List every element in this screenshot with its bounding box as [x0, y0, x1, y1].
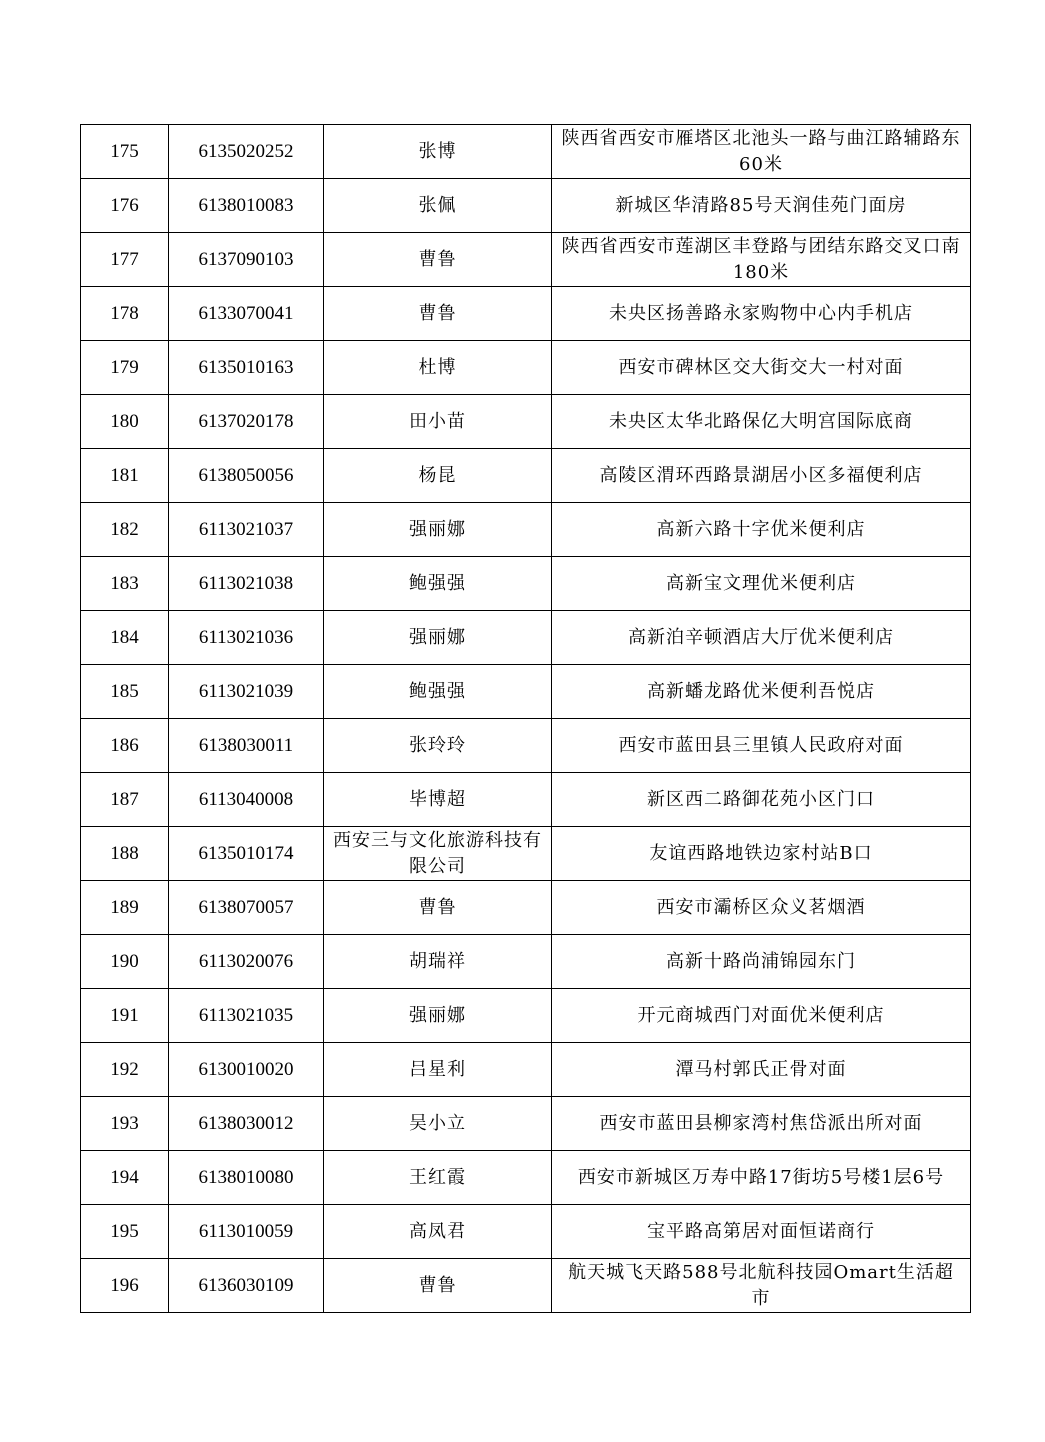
table-row: [81, 557, 971, 611]
table-row: [81, 611, 971, 665]
outlet-code: 6113021035: [169, 989, 324, 1043]
outlet-address: 高新十路尚浦锦园东门: [552, 935, 971, 989]
outlet-code: 6113021038: [169, 557, 324, 611]
outlet-code: 6113021036: [169, 611, 324, 665]
outlet-code: 6113010059: [169, 1205, 324, 1259]
outlet-address: 新城区华清路85号天润佳苑门面房: [552, 179, 971, 233]
owner-name: 西安三与文化旅游科技有限公司: [324, 827, 552, 881]
outlet-code: 6133070041: [169, 287, 324, 341]
row-number: 175: [81, 125, 169, 179]
row-number: 179: [81, 341, 169, 395]
outlet-code: 6113021039: [169, 665, 324, 719]
outlet-address: 陕西省西安市雁塔区北池头一路与曲江路辅路东60米: [552, 125, 971, 179]
outlet-code: 6135010174: [169, 827, 324, 881]
owner-name: 毕博超: [324, 773, 552, 827]
owner-name: 曹鲁: [324, 287, 552, 341]
table-body: [81, 125, 971, 1313]
owner-name: 吕星利: [324, 1043, 552, 1097]
table-row: [81, 341, 971, 395]
outlet-code: 6137020178: [169, 395, 324, 449]
outlet-address: 西安市蓝田县柳家湾村焦岱派出所对面: [552, 1097, 971, 1151]
table-row: [81, 935, 971, 989]
outlet-address: 高新蟠龙路优米便利吾悦店: [552, 665, 971, 719]
outlet-address: 未央区太华北路保亿大明宫国际底商: [552, 395, 971, 449]
outlet-code: 6113021037: [169, 503, 324, 557]
outlet-code: 6135010163: [169, 341, 324, 395]
outlet-code: 6113040008: [169, 773, 324, 827]
outlet-address: 未央区扬善路永家购物中心内手机店: [552, 287, 971, 341]
outlet-code: 6135020252: [169, 125, 324, 179]
table-row: [81, 449, 971, 503]
outlet-code: 6138010080: [169, 1151, 324, 1205]
outlet-address: 西安市新城区万寿中路17街坊5号楼1层6号: [552, 1151, 971, 1205]
table-row: [81, 503, 971, 557]
owner-name: 胡瑞祥: [324, 935, 552, 989]
outlet-code: 6138030012: [169, 1097, 324, 1151]
outlet-address: 陕西省西安市莲湖区丰登路与团结东路交叉口南180米: [552, 233, 971, 287]
owner-name: 张博: [324, 125, 552, 179]
outlet-code: 6138030011: [169, 719, 324, 773]
row-number: 187: [81, 773, 169, 827]
owner-name: 强丽娜: [324, 611, 552, 665]
outlet-address: 西安市灞桥区众义茗烟酒: [552, 881, 971, 935]
row-number: 177: [81, 233, 169, 287]
table-row: [81, 125, 971, 179]
owner-name: 吴小立: [324, 1097, 552, 1151]
table-row: [81, 881, 971, 935]
row-number: 186: [81, 719, 169, 773]
table-row: [81, 395, 971, 449]
outlet-code: 6138010083: [169, 179, 324, 233]
outlet-address: 高新泊辛顿酒店大厅优米便利店: [552, 611, 971, 665]
table-row: [81, 827, 971, 881]
outlet-address: 友谊西路地铁边家村站B口: [552, 827, 971, 881]
outlet-address: 西安市蓝田县三里镇人民政府对面: [552, 719, 971, 773]
owner-name: 强丽娜: [324, 503, 552, 557]
owner-name: 张佩: [324, 179, 552, 233]
row-number: 194: [81, 1151, 169, 1205]
owner-name: 鲍强强: [324, 557, 552, 611]
outlet-code: 6138050056: [169, 449, 324, 503]
row-number: 178: [81, 287, 169, 341]
owner-name: 杨昆: [324, 449, 552, 503]
outlet-code: 6113020076: [169, 935, 324, 989]
row-number: 191: [81, 989, 169, 1043]
table-row: [81, 989, 971, 1043]
owner-name: 曹鲁: [324, 233, 552, 287]
row-number: 193: [81, 1097, 169, 1151]
outlet-code: 6136030109: [169, 1259, 324, 1313]
outlet-code: 6137090103: [169, 233, 324, 287]
owner-name: 王红霞: [324, 1151, 552, 1205]
outlet-address: 高陵区渭环西路景湖居小区多福便利店: [552, 449, 971, 503]
owner-name: 高凤君: [324, 1205, 552, 1259]
table-row: [81, 233, 971, 287]
table-row: [81, 1205, 971, 1259]
owner-name: 田小苗: [324, 395, 552, 449]
row-number: 188: [81, 827, 169, 881]
outlet-address: 高新宝文理优米便利店: [552, 557, 971, 611]
outlet-address: 高新六路十字优米便利店: [552, 503, 971, 557]
outlet-address: 西安市碑林区交大街交大一村对面: [552, 341, 971, 395]
owner-name: 杜博: [324, 341, 552, 395]
row-number: 181: [81, 449, 169, 503]
outlet-table: [80, 124, 971, 1313]
row-number: 196: [81, 1259, 169, 1313]
table-row: [81, 1151, 971, 1205]
table-row: [81, 1043, 971, 1097]
row-number: 195: [81, 1205, 169, 1259]
table-row: [81, 773, 971, 827]
row-number: 180: [81, 395, 169, 449]
outlet-code: 6130010020: [169, 1043, 324, 1097]
outlet-address: 潭马村郭氏正骨对面: [552, 1043, 971, 1097]
outlet-address: 开元商城西门对面优米便利店: [552, 989, 971, 1043]
owner-name: 张玲玲: [324, 719, 552, 773]
row-number: 189: [81, 881, 169, 935]
table-row: [81, 719, 971, 773]
owner-name: 曹鲁: [324, 881, 552, 935]
outlet-address: 宝平路高第居对面恒诺商行: [552, 1205, 971, 1259]
outlet-code: 6138070057: [169, 881, 324, 935]
row-number: 184: [81, 611, 169, 665]
row-number: 192: [81, 1043, 169, 1097]
outlet-address: 航天城飞天路588号北航科技园Omart生活超市: [552, 1259, 971, 1313]
owner-name: 鲍强强: [324, 665, 552, 719]
outlet-address: 新区西二路御花苑小区门口: [552, 773, 971, 827]
row-number: 190: [81, 935, 169, 989]
table-row: [81, 179, 971, 233]
table-row: [81, 1259, 971, 1313]
row-number: 176: [81, 179, 169, 233]
row-number: 185: [81, 665, 169, 719]
table-row: [81, 287, 971, 341]
owner-name: 强丽娜: [324, 989, 552, 1043]
row-number: 182: [81, 503, 169, 557]
table-row: [81, 665, 971, 719]
table-row: [81, 1097, 971, 1151]
owner-name: 曹鲁: [324, 1259, 552, 1313]
row-number: 183: [81, 557, 169, 611]
